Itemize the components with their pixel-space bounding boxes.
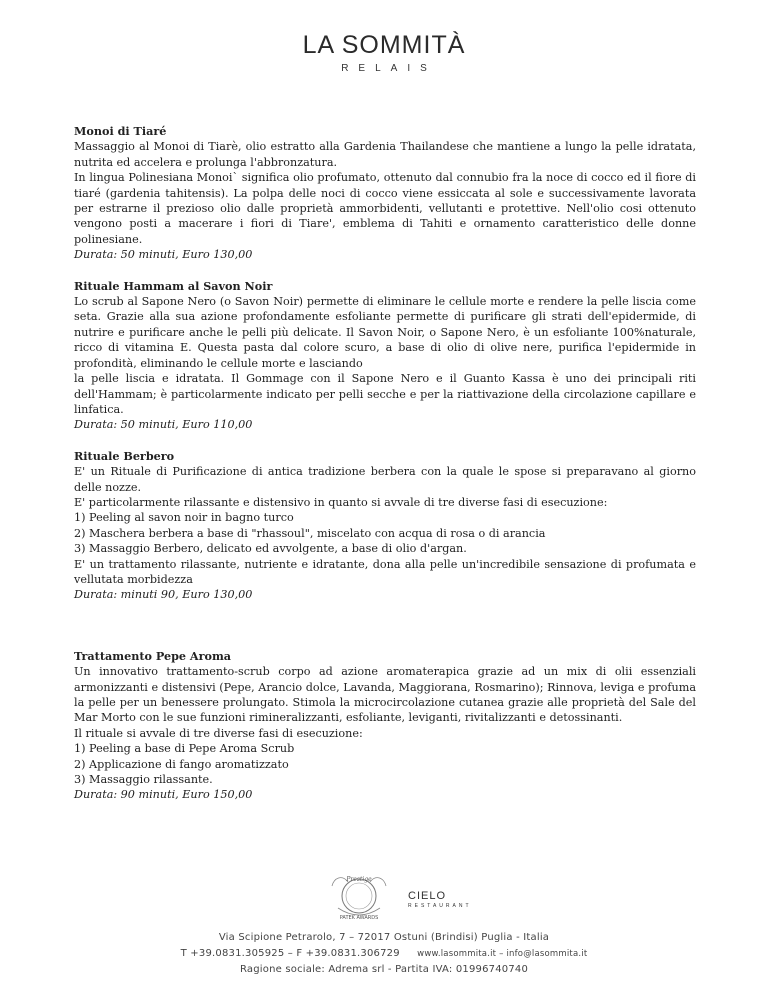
footer-company: Ragione sociale: Adrema srl - Partita IVA: 01996740740 xyxy=(239,964,529,975)
treatment-text: E' un trattamento rilassante, nutriente e idratante, dona alla pelle un'incredibile sensazione di profumata e vellutata morbidezza xyxy=(74,557,696,586)
treatment-title: Rituale Hammam al Savon Noir xyxy=(74,278,273,293)
treatment-step: 2) Maschera berbera a base di "rhassoul", miscelato con acqua di rosa o di arancia xyxy=(74,526,546,540)
treatment-berbero xyxy=(74,449,696,603)
treatment-title: Monoi di Tiaré xyxy=(74,124,167,138)
treatment-step: 3) Massaggio Berbero, delicato ed avvolgente, a base di olio d'argan. xyxy=(74,542,467,556)
treatment-step: 1) Peeling a base di Pepe Aroma Scrub xyxy=(74,742,295,756)
footer-phone: T +39.0831.305925 – F +39.0831.306729 xyxy=(180,948,400,959)
treatment-step: 3) Massaggio rilassante. xyxy=(74,773,213,787)
award-line-2: PATEK AWARDS xyxy=(339,915,379,921)
treatment-title: Rituale Berbero xyxy=(74,448,175,463)
letterhead xyxy=(0,30,768,74)
treatment-step: 1) Peeling al savon noir in bagno turco xyxy=(74,511,294,525)
restaurant-name: CIELO xyxy=(408,890,447,902)
brand-subtitle: RELAIS xyxy=(341,63,437,74)
treatment-text: Massaggio al Monoi di Tiarè, olio estratto alla Gardenia Thailandese che mantiene a lungo la pelle idratata, nutrita ed accelera e prolunga l'abbronzatura. xyxy=(74,140,696,169)
footer-contacts xyxy=(0,946,768,962)
treatment-text: In lingua Polinesiana Monoi` significa olio profumato, ottenuto dal connubio fra la noce di cocco ed il fiore di tiaré (gardenia tahitensis). La polpa delle noci di cocco viene essiccata al sole e successivamente lavorata per estrarne il prezioso olio dalle proprietà ammorbidenti, vellutanti e protettive. Nell'olio cosi ottenuto vengono posti a macerare i fiori di Tiare', emblema di Tahiti e ornamento caratteristico delle donne polinesiane. xyxy=(74,171,696,246)
treatment-duration: Durata: 50 minuti, Euro 130,00 xyxy=(74,248,253,262)
restaurant-subtitle: RESTAURANT xyxy=(408,903,472,909)
restaurant-logo xyxy=(408,890,472,909)
treatment-text: E' particolarmente rilassante e distensivo in quanto si avvale di tre diverse fasi di esecuzione: xyxy=(74,495,608,509)
treatment-duration: Durata: 90 minuti, Euro 150,00 xyxy=(74,788,253,802)
award-line-1: Prestige xyxy=(346,876,372,883)
treatment-text: E' un Rituale di Purificazione di antica tradizione berbera con la quale le spose si preparavano al giorno delle nozze. xyxy=(74,465,696,494)
treatment-pepe-aroma xyxy=(74,649,696,803)
treatment-text: Il rituale si avvale di tre diverse fasi di esecuzione: xyxy=(74,726,363,740)
footer-badges xyxy=(0,872,768,930)
footer-address: Via Scipione Petrarolo, 7 – 72017 Ostuni (Brindisi) Puglia - Italia xyxy=(218,932,550,943)
footer-web-link[interactable]: www.lasommita.it – info@lasommita.it xyxy=(417,949,588,959)
footer xyxy=(0,872,768,978)
treatment-step: 2) Applicazione di fango aromatizzato xyxy=(74,757,289,771)
award-badge-icon xyxy=(324,872,394,924)
treatment-text: Un innovativo trattamento-scrub corpo ad azione aromaterapica grazie ad un mix di olii essenziali armonizzanti e distensivi (Pepe, Arancio dolce, Lavanda, Maggiorana, Rosmarino); Rinnova, leviga e profuma la pelle per un benessere prolungato. Stimola la microcircolazione cutanea grazie alle proprietà del Sale del Mar Morto con le sue funzioni rimineralizzanti, esfoliante, leviganti, rivitalizzanti e detossinanti. xyxy=(74,665,696,725)
treatment-duration: Durata: 50 minuti, Euro 110,00 xyxy=(74,418,253,432)
treatment-duration: Durata: minuti 90, Euro 130,00 xyxy=(74,588,253,602)
treatment-text: Lo scrub al Sapone Nero (o Savon Noir) permette di eliminare le cellule morte e rendere la pelle liscia come seta. Grazie alla sua azione profondamente esfoliante permette di purificare gli strati dell'epidermide, di nutrire e purificare anche le pelli più delicate. Il Savon Noir, o Sapone Nero, è un esfoliante 100%naturale, ricco di vitamina E. Questa pasta dal colore scuro, a base di olio di olive nere, purifica l'epidermide in profondità, eliminando le cellule morte e lasciando xyxy=(74,295,696,370)
treatments-list xyxy=(74,124,696,803)
treatment-text: la pelle liscia e idratata. Il Gommage con il Sapone Nero e il Guanto Kassa è uno dei principali riti dell'Hammam; è particolarmente indicato per pelli secche e per la riattivazione della circolazione capillare e linfatica. xyxy=(74,372,696,416)
treatment-hammam xyxy=(74,279,696,433)
treatment-title: Trattamento Pepe Aroma xyxy=(74,648,232,663)
brand-logo: LA SOMMITÀ xyxy=(302,31,466,59)
treatment-monoi xyxy=(74,124,696,263)
